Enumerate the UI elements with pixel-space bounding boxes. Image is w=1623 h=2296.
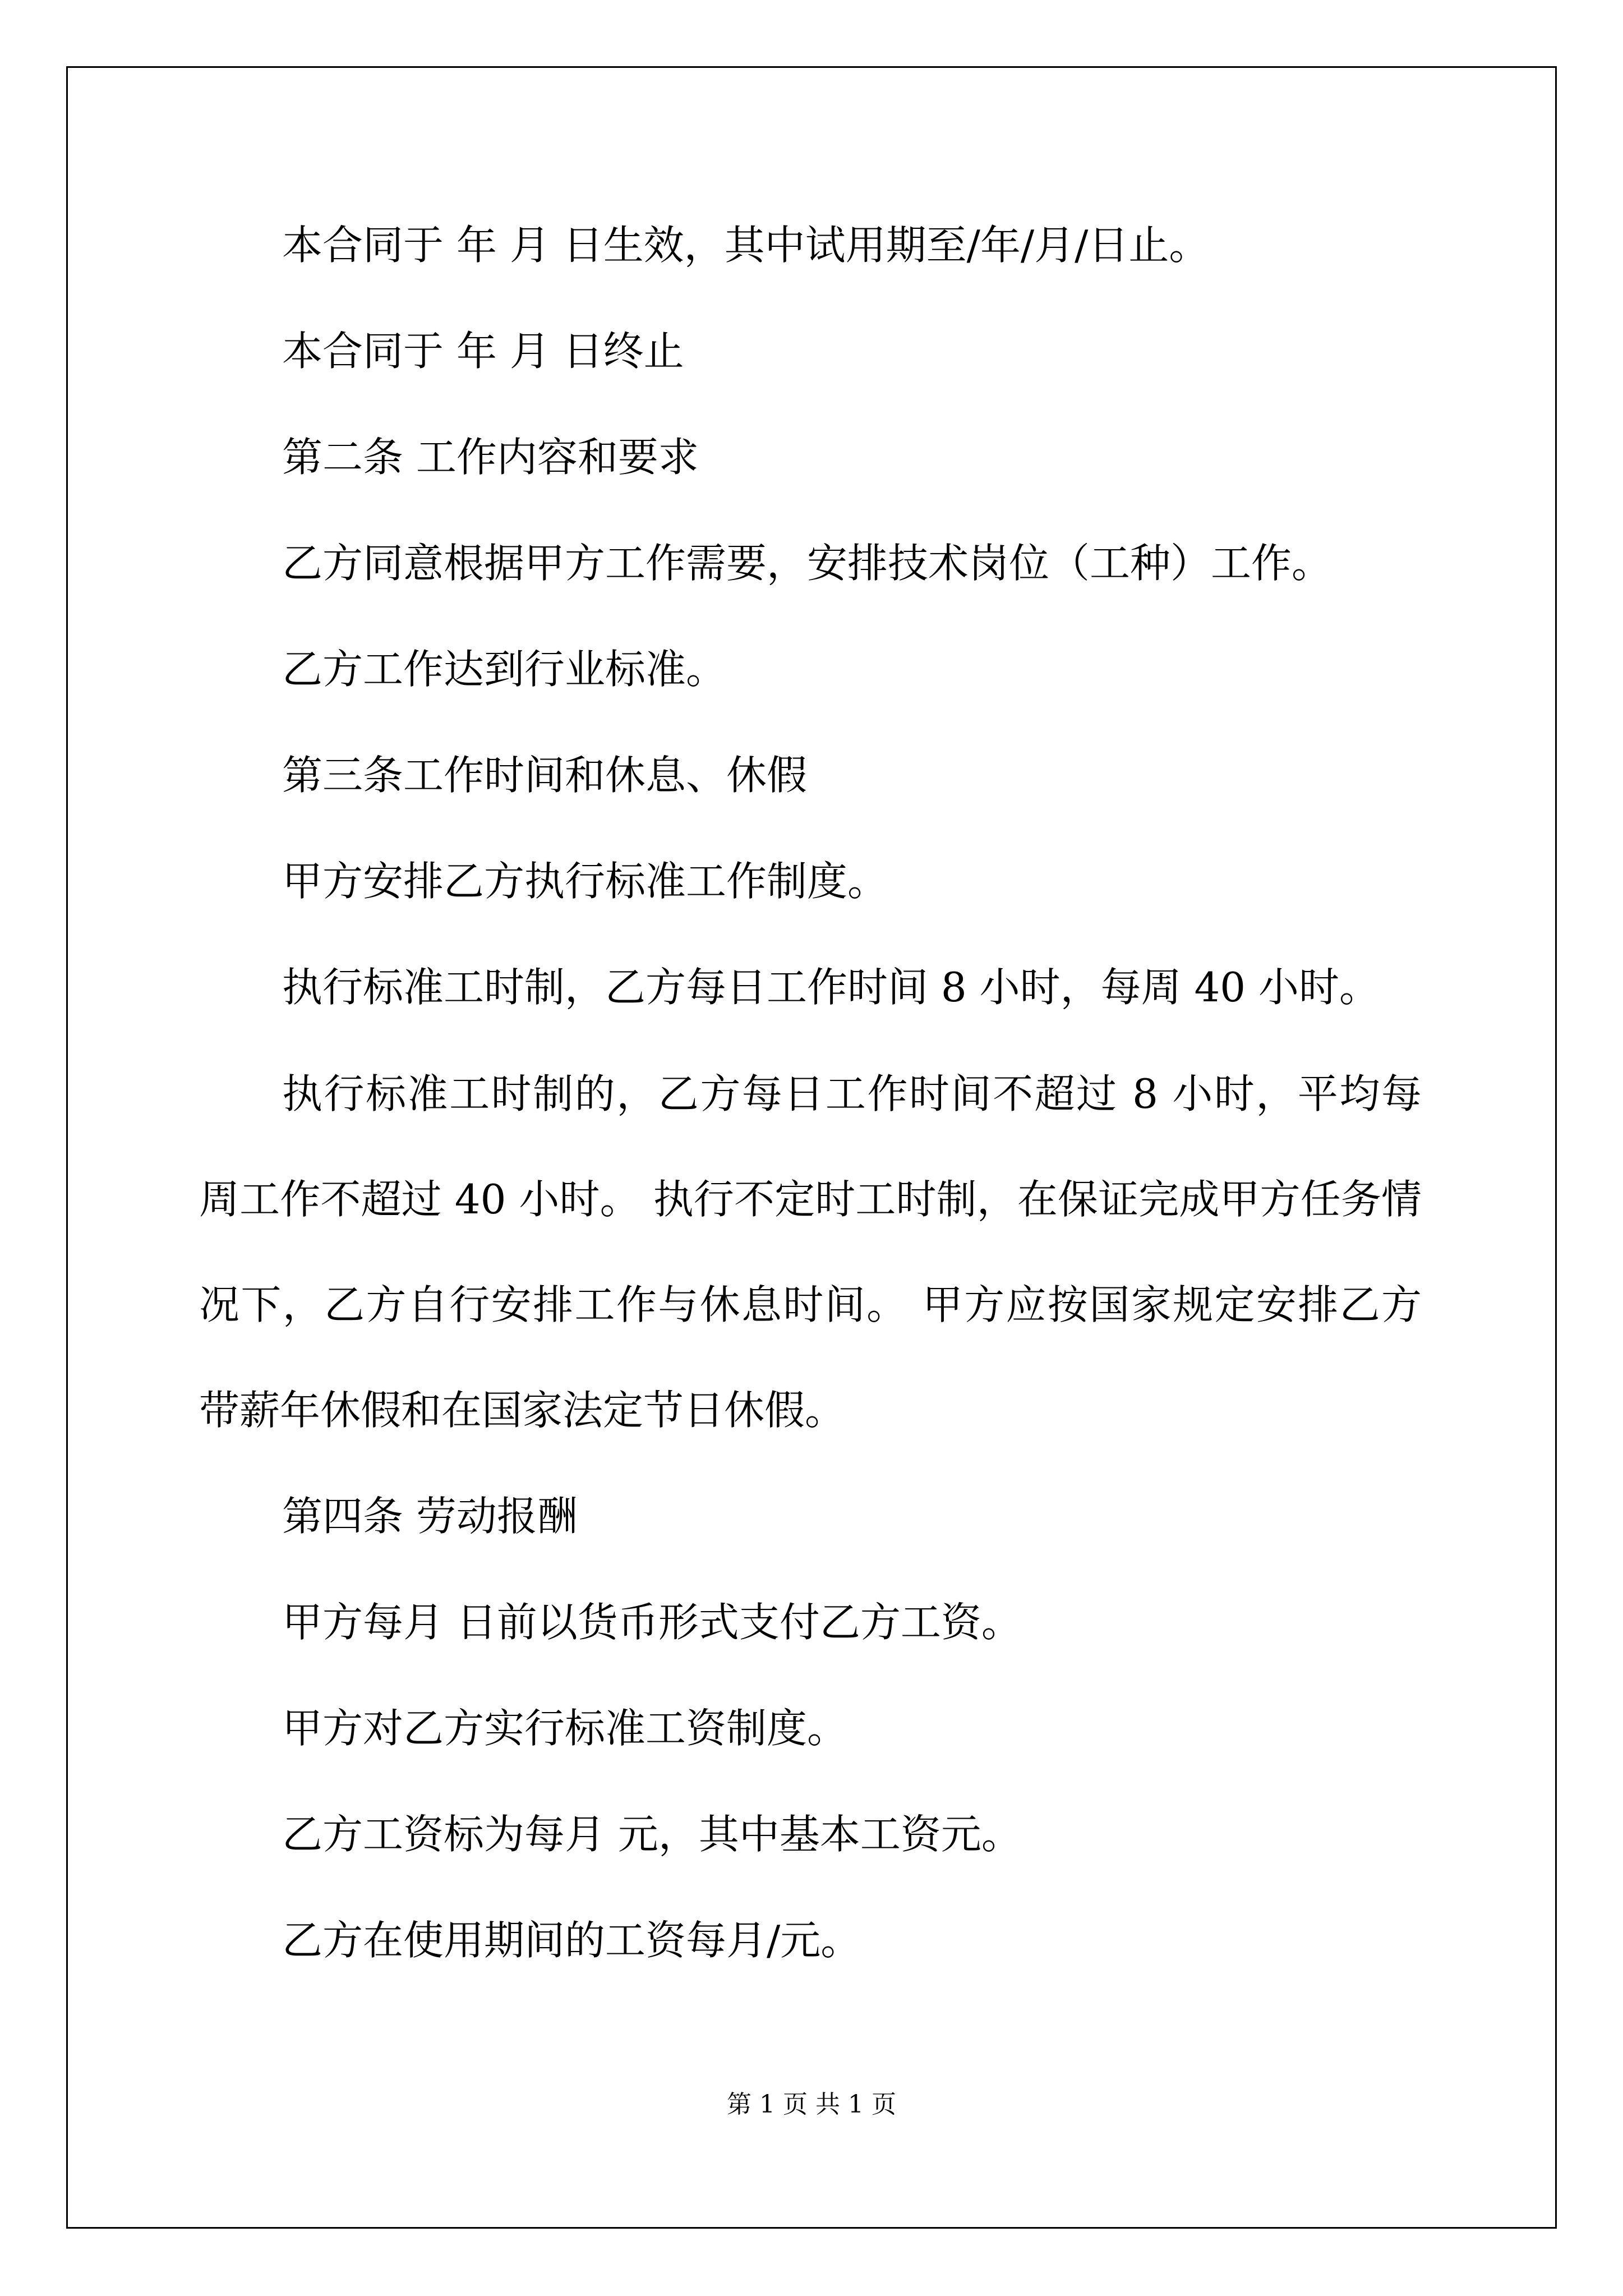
paragraph-wage-system: 甲方对乙方实行标准工资制度。 bbox=[282, 1705, 848, 1752]
paragraph-job-assignment: 乙方同意根据甲方工作需要，安排技术岗位（工种）工作。 bbox=[282, 540, 1332, 587]
page-footer: 第 1 页 共 1 页 bbox=[727, 2090, 896, 2119]
paragraph-effective-date: 本合同于 年 月 日生效，其中试用期至/年/月/日止。 bbox=[282, 222, 1210, 269]
heading-article-4: 第四条 劳动报酬 bbox=[282, 1493, 578, 1540]
paragraph-work-standard: 乙方工作达到行业标准。 bbox=[282, 646, 727, 693]
paragraph-termination-date: 本合同于 年 月 日终止 bbox=[282, 328, 684, 375]
paragraph-work-system: 甲方安排乙方执行标准工作制度。 bbox=[282, 858, 888, 905]
heading-article-2: 第二条 工作内容和要求 bbox=[282, 434, 699, 481]
document-body bbox=[199, 213, 1422, 2014]
paragraph-monthly-wage: 乙方工资标为每月 元，其中基本工资元。 bbox=[282, 1811, 1022, 1858]
paragraph-probation-wage: 乙方在使用期间的工资每月/元。 bbox=[282, 1917, 861, 1964]
heading-article-3: 第三条工作时间和休息、休假 bbox=[282, 752, 808, 799]
paragraph-pay-date: 甲方每月 日前以货币形式支付乙方工资。 bbox=[282, 1599, 1022, 1646]
paragraph-standard-hours: 执行标准工时制，乙方每日工作时间 8 小时，每周 40 小时。 bbox=[282, 964, 1380, 1011]
paragraph-hours-and-leave: 执行标准工时制的，乙方每日工作时间不超过 8 小时，平均每周工作不超过 40 小时。 执行不定时工时制，在保证完成甲方任务情况下，乙方自行安排工作与休息时间。 甲方应按国家规定安排乙方带薪年休假和在国家法定节日休假。 bbox=[199, 1070, 1422, 1434]
